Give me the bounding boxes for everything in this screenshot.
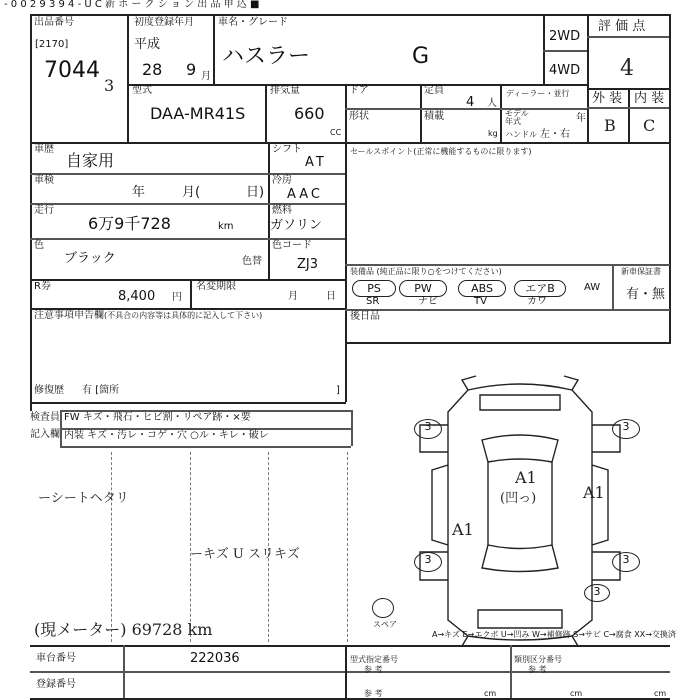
damage-legend: A→キズ E→エクボ U→凹み W→補修跡 S→サビ C→腐食 XX→交換済	[432, 630, 676, 639]
equip-airbag: エアB	[514, 280, 566, 297]
interior-grade: C	[643, 116, 656, 135]
fuel-label: 燃料	[272, 205, 292, 216]
class-number-label: 類別区分番号	[514, 655, 562, 664]
score-label: 評 価 点	[598, 19, 646, 34]
kg-unit: kg	[488, 129, 498, 138]
color: ブラック	[64, 251, 116, 266]
capacity-unit: 人	[487, 98, 497, 109]
change-month: 月	[288, 291, 298, 302]
drive-2wd: 2WD	[549, 29, 581, 44]
warranty-label: 新車保証書	[621, 267, 661, 276]
load-label: 積載	[424, 111, 444, 122]
equip-abs: ABS	[458, 280, 506, 297]
color-code-label: 色コード	[272, 240, 312, 251]
reference-label-3: 参 考	[528, 665, 547, 674]
lot-code: [2170]	[35, 39, 69, 50]
registration-label: 初度登録年月	[134, 17, 194, 28]
mileage-label: 走行	[34, 205, 54, 216]
recycle-label: R券	[34, 281, 51, 292]
handle-label: ハンドル	[505, 130, 537, 139]
wheel-rear-left-grade: 3	[414, 552, 442, 572]
inspector-row-2: 内装 キズ・汚レ・コゲ・穴 ○ル・キレ・破レ	[64, 430, 269, 441]
equip-navi: ナビ	[418, 296, 438, 307]
equip-sr: SR	[366, 296, 380, 307]
cm-unit-2: cm	[570, 689, 583, 698]
equip-leather: カワ	[527, 296, 547, 307]
wheel-rear-right-grade: 3	[612, 552, 640, 572]
repair-label: 修復歴	[34, 385, 64, 396]
inspection-label: 車検	[34, 175, 54, 186]
unit-number-label: 車台番号	[36, 653, 76, 664]
type-cert-label: 型式指定番号	[350, 655, 398, 664]
model-label: 型式	[132, 85, 152, 96]
reg-year: 28	[142, 60, 163, 79]
handwritten-seat-note: ーシートヘタリ	[38, 491, 129, 506]
drive-4wd: 4WD	[549, 63, 581, 78]
interior-label: 内 装	[634, 91, 665, 106]
model-year-label: モデル 年式	[505, 109, 529, 126]
dealer-label: ディーラー・並行	[506, 89, 570, 98]
change-day: 日	[326, 291, 336, 302]
fuel: ガソリン	[270, 218, 323, 233]
grade: G	[412, 44, 430, 69]
capacity: 4	[466, 95, 475, 110]
registration-number-label: 登録番号	[36, 679, 76, 690]
cm-unit-3: cm	[654, 689, 667, 698]
year-suffix: 年	[576, 113, 586, 124]
equip-aw: AW	[584, 282, 601, 293]
inspector-label-2: 記入欄	[30, 429, 60, 440]
spare-tire-icon	[372, 598, 394, 618]
right-side-damage: A1	[583, 483, 605, 502]
history-label: 車歴	[34, 144, 54, 155]
displacement-label: 排気量	[270, 85, 300, 96]
recycle: 8,400	[118, 289, 156, 304]
roof-damage: A1	[515, 468, 537, 487]
history: 自家用	[66, 151, 115, 170]
displacement: 660	[294, 104, 325, 123]
notes-hint: (不具合の内容等は具体的に記入して下さい)	[104, 311, 263, 320]
yen-unit: 円	[172, 292, 182, 303]
inspector-row-1: FW キズ・飛石・ヒビ割・リペア跡・×要	[64, 412, 251, 423]
car-name: ハスラー	[222, 44, 311, 69]
sales-point-label: セールスポイント(正常に機能するものに限ります)	[350, 147, 532, 156]
km-unit: km	[218, 221, 234, 232]
unit-number: 222036	[190, 651, 240, 666]
model: DAA-MR41S	[150, 104, 246, 123]
mileage: 6万9千728	[88, 214, 171, 233]
capacity-label: 定員	[424, 85, 444, 96]
shift: AT	[305, 155, 327, 170]
reg-month: 9	[186, 60, 197, 79]
left-side-damage: A1	[452, 520, 474, 539]
reference-label-1: 参 考	[364, 665, 383, 674]
equip-ps: PS	[352, 280, 396, 297]
handwritten-scratch-note: ーキズ U スリキズ	[190, 547, 300, 562]
reference-label-2: 参 考	[364, 689, 383, 698]
lot-number: 7044	[44, 58, 100, 83]
handwritten-odometer: (現メーター) 69728 km	[34, 620, 213, 639]
cc-unit: CC	[330, 128, 342, 137]
color-label: 色	[34, 240, 44, 251]
inspection-day: 日)	[246, 185, 265, 200]
lot-mark: 3	[104, 76, 115, 95]
handle: 左・右	[540, 129, 570, 140]
spare-label: スペア	[373, 620, 397, 629]
cm-unit-1: cm	[484, 689, 497, 698]
color-code: ZJ3	[297, 257, 319, 272]
equipment-label: 装備品 (純正品に限り○をつけてください)	[350, 267, 502, 276]
roof-damage-note: (凹っ)	[500, 491, 537, 506]
ac-label: 冷房	[272, 175, 292, 186]
car-name-label: 車名・グレード	[218, 17, 288, 28]
repaint-label: 色替	[242, 256, 262, 267]
equip-pw: PW	[399, 280, 447, 297]
after-items-label: 後日品	[350, 311, 380, 322]
repair-value: 有 [箇所	[82, 385, 120, 396]
notes-label: 注意事項申告欄	[34, 310, 104, 321]
ac: AAC	[287, 187, 323, 202]
inspection-month: 月(	[182, 185, 201, 200]
top-strip: - 0 0 2 9 3 9 4 - U C 新 ホ ー ク シ ョ ン 出 品 申 込 ■	[4, 0, 260, 10]
shift-label: シフト	[272, 144, 302, 155]
inspection-year: 年	[132, 185, 146, 200]
month-unit: 月	[201, 71, 211, 82]
lot-label: 出品番号	[34, 17, 74, 28]
era: 平成	[134, 37, 161, 52]
exterior-grade: B	[604, 116, 616, 135]
shape-label: 形状	[349, 111, 369, 122]
warranty: 有・無	[626, 287, 666, 302]
repair-close: ]	[336, 385, 340, 396]
door-label: ドア	[349, 85, 369, 96]
change-deadline-label: 名変期限	[196, 281, 236, 292]
wheel-spare-grade: 3	[584, 584, 610, 602]
equip-tv: TV	[474, 296, 487, 307]
score: 4	[620, 56, 634, 81]
wheel-front-right-grade: 3	[612, 419, 640, 439]
exterior-label: 外 装	[592, 91, 623, 106]
wheel-front-left-grade: 3	[414, 419, 442, 439]
inspector-label-1: 検査員	[30, 412, 60, 423]
